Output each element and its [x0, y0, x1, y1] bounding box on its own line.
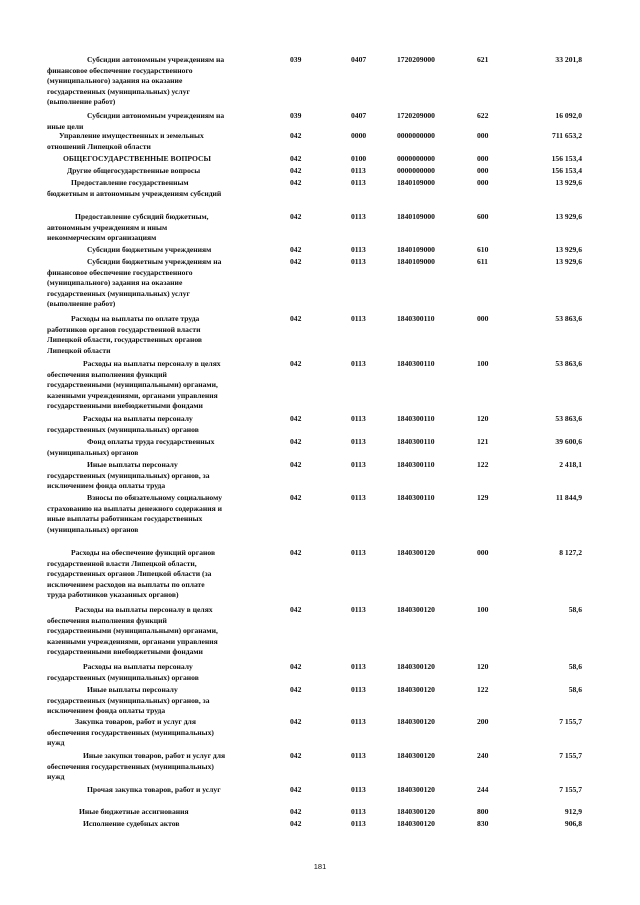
row-sum: 8 127,2	[559, 548, 582, 557]
row-gr-code: 042	[290, 548, 302, 557]
row-cs-code: 1840109000	[397, 245, 435, 254]
row-rz-code: 0113	[351, 257, 366, 266]
row-rz-code: 0113	[351, 548, 366, 557]
row-rz-code: 0407	[351, 111, 367, 120]
row-gr-code: 042	[290, 154, 302, 163]
row-rz-code: 0113	[351, 166, 366, 175]
row-vr-code: 000	[477, 178, 489, 187]
row-cs-code: 1840300120	[397, 819, 435, 828]
row-cs-code: 1840300110	[397, 314, 435, 323]
row-name: Субсидии бюджетным учреждениям	[87, 245, 212, 254]
row-cs-code: 1840109000	[397, 212, 435, 221]
row-name: Расходы на выплаты по оплате труда работников органов государственной власти Липецкой области, государственных органов Липецкой области	[47, 314, 203, 355]
row-sum: 711 653,2	[552, 131, 582, 140]
row-sum: 33 201,8	[555, 55, 582, 64]
row-cs-code: 1840300120	[397, 662, 435, 671]
row-cs-code: 0000000000	[397, 154, 435, 163]
row-sum: 16 092,0	[555, 111, 582, 120]
row-name: Субсидии автономным учреждениям на финансовое обеспечение государственного (муниципального) задания на оказание государственных (муниципальных) услуг (выполнение работ)	[47, 55, 225, 107]
row-rz-code: 0000	[351, 131, 367, 140]
row-vr-code: 120	[477, 662, 489, 671]
row-gr-code: 042	[290, 245, 302, 254]
row-gr-code: 042	[290, 257, 302, 266]
row-name: Иные бюджетные ассигнования	[79, 807, 189, 816]
row-vr-code: 122	[477, 685, 489, 694]
row-cs-code: 1840300110	[397, 437, 435, 446]
row-vr-code: 000	[477, 314, 489, 323]
row-cs-code: 1840300110	[397, 414, 435, 423]
row-rz-code: 0113	[351, 437, 366, 446]
row-name: Управление имущественных и земельных отношений Липецкой области	[47, 131, 204, 151]
row-sum: 53 863,6	[555, 359, 582, 368]
row-cs-code: 1840300110	[397, 359, 435, 368]
row-vr-code: 000	[477, 166, 489, 175]
row-vr-code: 100	[477, 359, 489, 368]
row-name: Предоставление субсидий бюджетным, автономным учреждениям и иным некоммерческим организациям	[47, 212, 209, 243]
row-name: Субсидии автономным учреждениям на иные цели	[47, 111, 225, 131]
row-name: ОБЩЕГОСУДАРСТВЕННЫЕ ВОПРОСЫ	[63, 154, 211, 163]
row-rz-code: 0113	[351, 178, 366, 187]
row-rz-code: 0100	[351, 154, 367, 163]
row-cs-code: 1840300120	[397, 605, 435, 614]
row-name: Другие общегосударственные вопросы	[67, 166, 201, 175]
row-name: Иные выплаты персоналу государственных (муниципальных) органов, за исключением фонда оплаты труда	[47, 460, 210, 491]
row-rz-code: 0113	[351, 751, 366, 760]
row-vr-code: 622	[477, 111, 489, 120]
row-vr-code: 121	[477, 437, 489, 446]
row-name: Взносы по обязательному социальному страхованию на выплаты денежного содержания и иные выплаты работникам государственных (муниципальных) органов	[47, 493, 223, 534]
row-name: Иные закупки товаров, работ и услуг для обеспечения государственных (муниципальных) нужд	[47, 751, 226, 782]
row-name: Расходы на выплаты персоналу в целях обеспечения выполнения функций государственными (муниципальными) органами, казенными учреждениями, органами управления государственными внебюджетными фондами	[47, 359, 221, 411]
row-gr-code: 042	[290, 717, 302, 726]
row-name: Расходы на обеспечение функций органов государственной власти Липецкой области, государственных органов Липецкой области (за исключением расходов на выплаты по оплате труда работников указанных органов)	[47, 548, 216, 600]
row-vr-code: 200	[477, 717, 489, 726]
row-sum: 58,6	[568, 685, 582, 694]
row-rz-code: 0113	[351, 314, 366, 323]
row-vr-code: 129	[477, 493, 489, 502]
row-rz-code: 0113	[351, 819, 366, 828]
row-cs-code: 0000000000	[397, 131, 435, 140]
row-vr-code: 800	[477, 807, 489, 816]
row-gr-code: 042	[290, 785, 302, 794]
row-gr-code: 042	[290, 819, 302, 828]
row-vr-code: 000	[477, 131, 489, 140]
row-rz-code: 0113	[351, 717, 366, 726]
row-rz-code: 0113	[351, 785, 366, 794]
row-cs-code: 0000000000	[397, 166, 435, 175]
row-sum: 7 155,7	[559, 751, 582, 760]
row-rz-code: 0113	[351, 460, 366, 469]
row-vr-code: 611	[477, 257, 488, 266]
row-rz-code: 0113	[351, 414, 366, 423]
row-sum: 53 863,6	[555, 414, 582, 423]
row-name: Расходы на выплаты персоналу государственных (муниципальных) органов	[47, 414, 199, 434]
row-sum: 906,8	[564, 819, 582, 828]
row-name: Расходы на выплаты персоналу в целях обеспечения выполнения функций государственными (муниципальными) органами, казенными учреждениями, органами управления государственными внебюджетными фондами	[47, 605, 218, 657]
row-gr-code: 042	[290, 807, 302, 816]
row-gr-code: 042	[290, 460, 302, 469]
row-sum: 58,6	[568, 605, 582, 614]
row-sum: 58,6	[568, 662, 582, 671]
row-vr-code: 000	[477, 548, 489, 557]
row-rz-code: 0113	[351, 605, 366, 614]
row-vr-code: 100	[477, 605, 489, 614]
row-rz-code: 0113	[351, 359, 366, 368]
row-cs-code: 1840300120	[397, 785, 435, 794]
row-gr-code: 039	[290, 111, 302, 120]
row-vr-code: 610	[477, 245, 489, 254]
row-sum: 2 418,1	[559, 460, 582, 469]
row-cs-code: 1840109000	[397, 257, 435, 266]
page-number: 181	[313, 862, 327, 871]
row-vr-code: 621	[477, 55, 489, 64]
row-rz-code: 0113	[351, 662, 366, 671]
row-cs-code: 1840109000	[397, 178, 435, 187]
row-vr-code: 244	[477, 785, 489, 794]
row-name: Расходы на выплаты персоналу государственных (муниципальных) органов	[47, 662, 199, 682]
row-vr-code: 120	[477, 414, 489, 423]
row-cs-code: 1840300110	[397, 493, 435, 502]
row-vr-code: 122	[477, 460, 489, 469]
row-rz-code: 0407	[351, 55, 367, 64]
row-gr-code: 042	[290, 131, 302, 140]
row-rz-code: 0113	[351, 245, 366, 254]
row-sum: 53 863,6	[555, 314, 582, 323]
row-gr-code: 042	[290, 414, 302, 423]
row-name: Закупка товаров, работ и услуг для обеспечения государственных (муниципальных) нужд	[47, 717, 214, 748]
row-gr-code: 039	[290, 55, 302, 64]
row-name: Прочая закупка товаров, работ и услуг	[87, 785, 221, 794]
row-sum: 13 929,6	[555, 257, 582, 266]
row-sum: 7 155,7	[559, 717, 582, 726]
row-sum: 13 929,6	[555, 212, 582, 221]
row-rz-code: 0113	[351, 685, 366, 694]
row-gr-code: 042	[290, 437, 302, 446]
row-rz-code: 0113	[351, 212, 366, 221]
row-gr-code: 042	[290, 212, 302, 221]
row-sum: 13 929,6	[555, 178, 582, 187]
row-name: Предоставление государственным бюджетным и автономным учреждениям субсидий	[47, 178, 222, 198]
row-rz-code: 0113	[351, 807, 366, 816]
row-vr-code: 600	[477, 212, 489, 221]
row-name: Иные выплаты персоналу государственных (муниципальных) органов, за исключением фонда оплаты труда	[47, 685, 210, 716]
row-gr-code: 042	[290, 493, 302, 502]
row-sum: 11 844,9	[555, 493, 582, 502]
row-name: Фонд оплаты труда государственных (муниципальных) органов	[47, 437, 215, 457]
row-cs-code: 1840300120	[397, 807, 435, 816]
row-name: Исполнение судебных актов	[83, 819, 180, 828]
row-gr-code: 042	[290, 685, 302, 694]
row-cs-code: 1840300110	[397, 460, 435, 469]
row-gr-code: 042	[290, 178, 302, 187]
row-sum: 39 600,6	[555, 437, 582, 446]
row-vr-code: 240	[477, 751, 489, 760]
row-gr-code: 042	[290, 359, 302, 368]
row-cs-code: 1840300120	[397, 548, 435, 557]
row-cs-code: 1840300120	[397, 685, 435, 694]
row-gr-code: 042	[290, 751, 302, 760]
row-cs-code: 1720209000	[397, 111, 435, 120]
row-cs-code: 1720209000	[397, 55, 435, 64]
row-gr-code: 042	[290, 314, 302, 323]
row-sum: 13 929,6	[555, 245, 582, 254]
row-sum: 7 155,7	[559, 785, 582, 794]
row-sum: 156 153,4	[551, 154, 582, 163]
row-gr-code: 042	[290, 166, 302, 175]
row-cs-code: 1840300120	[397, 717, 435, 726]
row-sum: 912,9	[564, 807, 582, 816]
row-cs-code: 1840300120	[397, 751, 435, 760]
row-sum: 156 153,4	[551, 166, 582, 175]
row-name: Субсидии бюджетным учреждениям на финансовое обеспечение государственного (муниципального) задания на оказание государственных (муниципальных) услуг (выполнение работ)	[47, 257, 222, 309]
row-gr-code: 042	[290, 662, 302, 671]
row-gr-code: 042	[290, 605, 302, 614]
row-vr-code: 830	[477, 819, 489, 828]
row-vr-code: 000	[477, 154, 489, 163]
row-rz-code: 0113	[351, 493, 366, 502]
